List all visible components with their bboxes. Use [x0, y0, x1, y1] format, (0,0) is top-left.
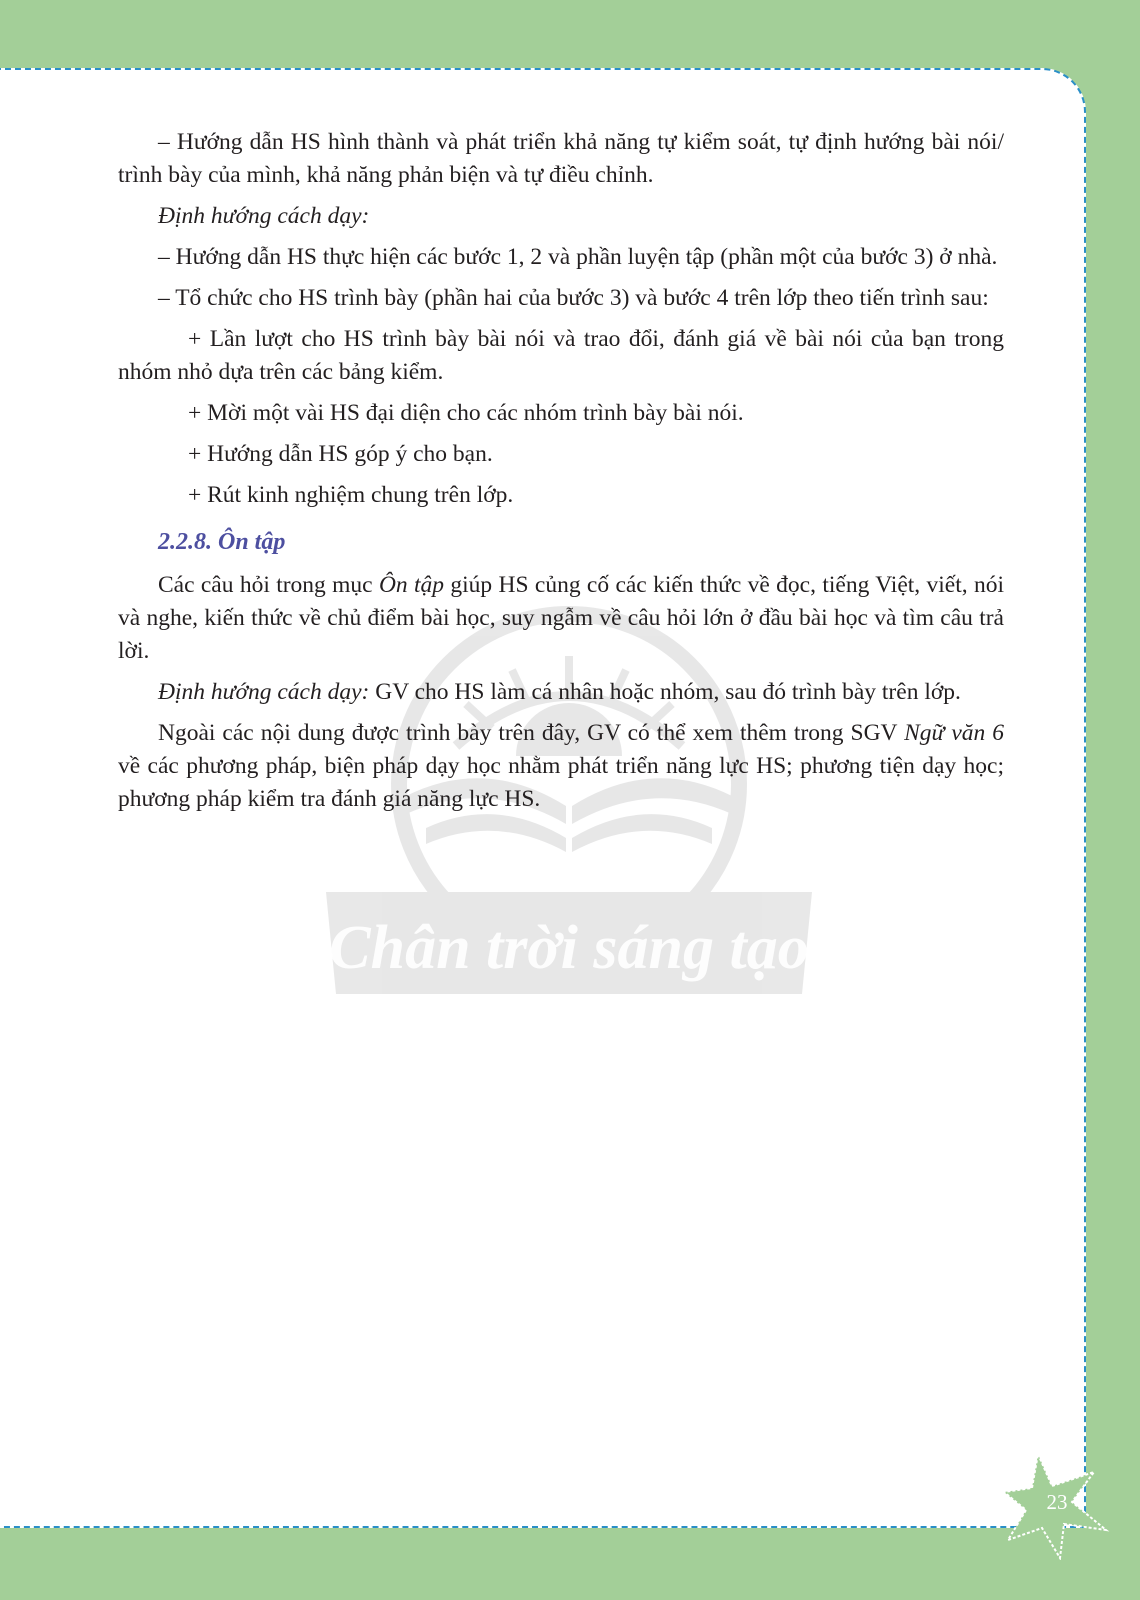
- paragraph: – Hướng dẫn HS hình thành và phát triển khả năng tự kiểm soát, tự định hướng bài nói/ trình bày của mình, khả năng phản biện và tự điều chỉnh.: [118, 129, 1004, 188]
- text-span: về các phương pháp, biện pháp dạy học nhằm phát triển năng lực HS; phương tiện dạy học; phương pháp kiểm tra đánh giá năng lực HS.: [118, 753, 1004, 812]
- paragraph: – Tổ chức cho HS trình bày (phần hai của bước 3) và bước 4 trên lớp theo tiến trình sau:: [158, 285, 989, 311]
- text-span: Các câu hỏi trong mục: [158, 572, 379, 598]
- watermark-text: Chân trời sáng tạo: [329, 914, 809, 982]
- italic-term: Ngữ văn 6: [904, 720, 1004, 746]
- body-text: [118, 126, 1004, 824]
- bullet-item: + Mời một vài HS đại diện cho các nhóm trình bày bài nói.: [188, 400, 744, 426]
- text-span: giúp HS củng cố các kiến thức về đọc, tiếng Việt, viết, nói và nghe, kiến thức về chủ điểm bài học, suy ngẫm về câu hỏi lớn ở đầu bài học và tìm câu trả lời.: [118, 572, 1004, 664]
- paragraph: [118, 569, 1004, 668]
- text-span: Ngoài các nội dung được trình bày trên đây, GV có thể xem thêm trong SGV: [158, 720, 905, 746]
- teaching-direction-label: Định hướng cách dạy:: [158, 679, 370, 705]
- bullet-item: + Hướng dẫn HS góp ý cho bạn.: [188, 441, 493, 467]
- section-heading: 2.2.8. Ôn tập: [158, 529, 286, 555]
- paragraph: – Hướng dẫn HS thực hiện các bước 1, 2 và phần luyện tập (phần một của bước 3) ở nhà.: [158, 244, 998, 270]
- page-number: 23: [1046, 1490, 1068, 1514]
- teaching-direction-label: Định hướng cách dạy:: [158, 203, 370, 229]
- bullet-item: + Rút kinh nghiệm chung trên lớp.: [188, 482, 514, 508]
- paragraph: [118, 717, 1004, 816]
- bullet-item: + Lần lượt cho HS trình bày bài nói và trao đổi, đánh giá về bài nói của bạn trong nhóm nhỏ dựa trên các bảng kiểm.: [118, 326, 1004, 385]
- italic-term: Ôn tập: [378, 572, 445, 598]
- text-span: GV cho HS làm cá nhân hoặc nhóm, sau đó trình bày trên lớp.: [369, 679, 961, 705]
- paragraph: [118, 676, 1004, 709]
